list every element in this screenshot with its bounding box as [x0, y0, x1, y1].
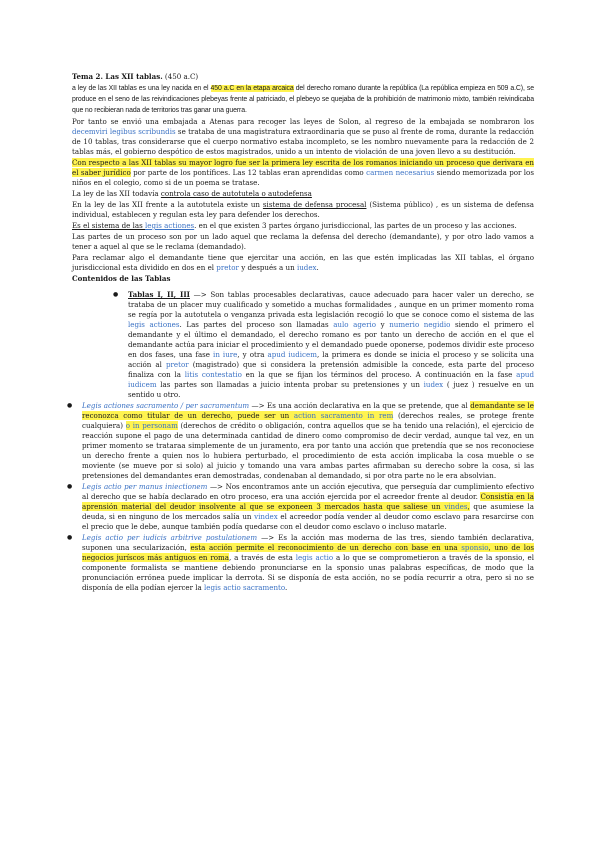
list-item-iudicis-arbitrive — [67, 533, 534, 593]
b3-text-1: —> Es la acción mas moderna de las tres, siendo también declarativa, suponen una secularización, — [82, 533, 534, 552]
tablas-label: Tablas I, II, III — [128, 290, 190, 299]
paragraph-partes — [72, 232, 534, 252]
list-item-tablas — [113, 290, 534, 400]
paragraph-legis-actiones — [72, 221, 534, 231]
paragraph-reclamar — [72, 253, 534, 273]
b1-text-1: —> Es una acción declarativa en la que se pretende, que al — [249, 401, 471, 410]
document-body — [67, 72, 534, 594]
b2-text-1: —> Nos encontramos ante un acción ejecutiva, que perseguía dar cumplimiento efectivo al derecho que se había declarado en otro proceso, era una acción ejercida por el acreedor frente al deudor. — [82, 482, 534, 501]
intro-highlight: 450 a.C en la etapa arcaica — [210, 85, 294, 92]
b1-highlight-term-2: o in personam — [125, 421, 178, 430]
bullet-icon: ● — [67, 402, 73, 409]
p4-text-1: En la ley de las XII frente a la autotutela existe un — [72, 200, 263, 209]
b3-highlight-2: , uno de los negocios juríscos más antiguos en roma — [82, 543, 534, 562]
p2-text-2: siendo memorizada por los niños en el colegio, como si de un poema se tratase. — [72, 168, 534, 187]
b1-highlight-term-1: action sacramento in rem — [293, 411, 394, 420]
b0-term-8: apud iudicem — [128, 370, 534, 389]
b0-text-4: siendo el primero el demandante y el último el demandado, el derecho romano es por tanto un derecho de acción en el que el demandante actúa para iniciar el procedimiento y el demandado puede oponerse, podemos dividir este proceso en dos fases, una fase — [128, 320, 534, 359]
b2-term-1: vindex — [254, 512, 278, 521]
b0-term-2: aulo agerio — [333, 320, 377, 329]
b0-text-1: —> Son tablas procesables declarativas, cauce adecuado para hacer valer un derecho, se trataba de un placer muy cualificado y sometido a muchas formalidades , aunque en un primer momento roma se regía por la autotutela o venganza privada esta legislación recogió lo que se conoce como el sistema de las — [128, 290, 534, 319]
p5-term-legis-actiones: legis actiones — [145, 221, 195, 230]
p1-text-1: Por tanto se envió una embajada a Atenas para recoger las leyes de Solon, al regreso de la embajada se nombraron los — [72, 117, 534, 126]
p5-text-1: . en el que existen 3 partes órgano jurisdiccional, las partes de un proceso y las acciones. — [194, 221, 517, 230]
intro-text-1: a ley de las XII tablas es una ley nacida en el — [72, 85, 211, 92]
b0-text-9: las partes son llamadas a juicio intenta probar su pretensiones y un — [156, 380, 424, 389]
intro-text-2: del derecho romano durante la república (La república empieza en 509 a.C), se produce en el seno de las reivindicaciones plebeyas frente al patriciado, el plebeyo se quejaba de la prohibición de matrimonio mixto, también reivindicaba que no recibieran nada de territorios tras ganar una guerra. — [72, 85, 534, 114]
sacramento-paragraph — [82, 401, 534, 481]
p4-underline: sistema de defensa procesal — [262, 200, 367, 209]
sacramento-label: Legis actiones sacramento / per sacramentum — [82, 401, 250, 410]
p6-text-1: Las partes de un proceso son por un lado aquel que reclama la defensa del derecho (demandante), y por otro lado vamos a tener a aquel al que se le reclama (demandado). — [72, 232, 534, 251]
b0-term-4: in iure — [213, 350, 238, 359]
p1-text-2: se trataba de una magistratura extraordinaria que se puso al frente de roma, durante la redacción de 10 tablas, tras considerarse que el cuerpo normativo estaba incompleto, se les nombro nuevamente para la redacción de 2 tablas más, el gobierno despótico de estos magistrados, unido a un intento de violación de una joven llevo a su destitución. — [72, 127, 534, 156]
paragraph-defensa-procesal — [72, 200, 534, 220]
legis-actiones-list — [67, 401, 534, 593]
p7-term-iudex: iudex — [296, 263, 317, 272]
bullet-icon: ● — [67, 534, 73, 541]
b0-text-5: , y otra — [237, 350, 268, 359]
p7-text-3: . — [316, 263, 319, 272]
section-heading: Contenidos de las Tablas — [72, 274, 171, 283]
b0-text-2: . Las partes del proceso son llamadas — [179, 320, 334, 329]
b0-term-7: litis contestatio — [184, 370, 242, 379]
b0-text-6: , la primera es donde se inicia el proceso y se solicita una acción al — [128, 350, 534, 369]
b3-term-1: legis actio — [295, 553, 334, 562]
paragraph-logro — [72, 158, 534, 188]
b1-text-3: (derechos de crédito o obligación, contra aquellos que se ha tenido una relación), el ejercicio de reacción supone el pago de una determinada cantidad de dinero como compromiso de decir verdad, aunque tal vez, en un primer momento se trataraa simplemente de un juramento, era por tanto una acción que pretendía que se nos reconociese un derecho frente a quien nos lo hubiera perturbado, el procedimiento de esta acción implicaba la cosa mueble o se moviente (se mueve por si solo) al juicio y tomando una vara ambas partes afirmaban su derecho sobre la cosa, si las pretensiones del demandantes eran demostradas, condenaban al demandado, si por otra parte no le era absolvian. — [82, 421, 534, 480]
list-item-manus-iniectionem — [67, 482, 534, 532]
tablas-paragraph — [128, 290, 534, 400]
p1-term-decemviri: decemviri legibus scribundis — [72, 127, 176, 136]
p4-text-2: (Sistema público) , es un sistema de defensa individual, establecen y regulan esta ley para defender los derechos. — [72, 200, 534, 219]
b3-term-2: legis actio sacramento — [204, 583, 286, 592]
p7-text-1: Para reclamar algo el demandante tiene que ejercitar una acción, en las que estén implicadas las XII tablas, el órgano jurisdiccional esta dividido en dos en el — [72, 253, 534, 272]
paragraph-autotutela — [72, 189, 534, 199]
p7-term-pretor: pretor — [216, 263, 239, 272]
manus-label: Legis actio per manus iniectionem — [82, 482, 208, 491]
p5-underline: Es el sistema de las — [72, 221, 145, 230]
b3-highlight-1: esta acción permite el reconocimiento de un derecho con base en una — [190, 543, 462, 552]
intro-paragraph — [72, 83, 534, 116]
b0-term-5: apud iudicem — [267, 350, 317, 359]
b2-highlight-term-1: vindes — [444, 502, 468, 511]
b3-highlight-term-1: sponsio — [461, 543, 489, 552]
b0-text-7: (magistrado) que si considera la pretensión admisible la concede, esta parte del proceso finaliza con la — [128, 360, 534, 379]
b3-text-3: a lo que se comprometieron a través de la sponsio, el componente formalista se mantiene debiendo pronunciarse en la sponsio unas palabras específicas, de modo que la pronunciación errónea puede implicar la derrota. Si se disponía de esta acción, no se podía recurrir a otra, pero si no se disponía de ella podían ejercer la — [82, 553, 534, 592]
b3-text-4: . — [285, 583, 288, 592]
manus-paragraph — [82, 482, 534, 532]
bullet-icon: ● — [113, 291, 119, 298]
b0-term-1: legis actiones — [128, 320, 180, 329]
b2-highlight-1: Consistía en la aprensión material del deudor insolvente al que se exponeen 3 mercados hasta que saliese un — [82, 492, 534, 511]
title-date: (450 a.C) — [162, 72, 199, 81]
b0-term-6: pretor — [165, 360, 189, 369]
p2-term-carmen: carmen necesarius — [366, 168, 435, 177]
b2-text-2: que asumiese la deuda, si en ninguno de los mercados salía un — [82, 502, 534, 521]
p2-highlight: Con respecto a las XII tablas su mayor logro fue ser la primera ley escrita de los romanos iniciando un proceso que derivara en el saber jurídico — [72, 158, 534, 177]
b0-text-8: en la que se fijan los términos del proceso. A continuación en la fase — [241, 370, 517, 379]
bullet-icon: ● — [67, 483, 73, 490]
iudicis-paragraph — [82, 533, 534, 593]
p3-underline: controla caso de autotutela o autodefensa — [160, 189, 312, 198]
b0-term-3: numerio negidio — [389, 320, 451, 329]
p3-text-1: La ley de las XII todavía — [72, 189, 161, 198]
b0-text-3: y — [376, 320, 390, 329]
b1-text-2: (derechos reales, se protege frente cualquiera) — [82, 411, 534, 430]
p2-text-1: por parte de los pontífices. Las 12 tablas eran aprendidas como — [130, 168, 367, 177]
b0-term-9: iudex — [423, 380, 444, 389]
b1-highlight-1: demandante se le reconozca como titular de un derecho, puede ser un — [82, 401, 534, 420]
list-item-sacramento — [67, 401, 534, 481]
b2-highlight-2: , — [467, 502, 470, 511]
iudicis-label: Legis actio per iudicis arbitrive postulationem — [82, 533, 258, 542]
paragraph-embajada — [72, 117, 534, 157]
p7-text-2: y después a un — [238, 263, 297, 272]
document-title — [72, 72, 534, 82]
b0-text-10: ( juez ) resuelve en un sentido u otro. — [128, 380, 534, 399]
b2-text-3: el acreedor podía vender al deudor como esclavo para resarcirse con el precio que le debe, aunque también podía quedarse con el deudor como esclavo o incluso matarle. — [82, 512, 534, 531]
title-text: Tema 2. Las XII tablas. — [72, 72, 163, 81]
b3-text-2: , a través de esta — [228, 553, 296, 562]
